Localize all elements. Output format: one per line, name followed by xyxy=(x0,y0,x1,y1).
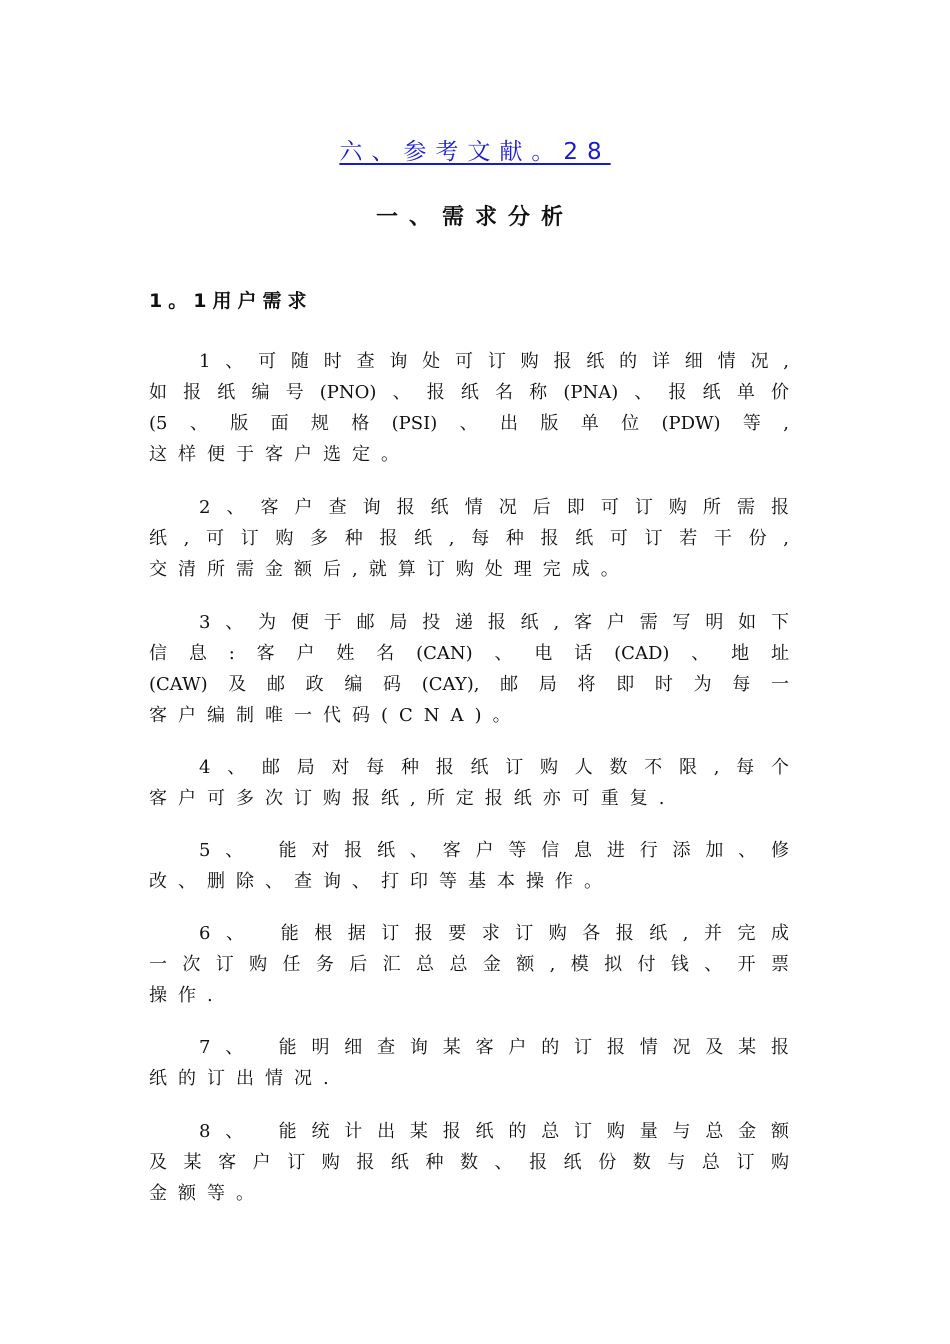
text-line: 纸,可订购多种报纸,每种报纸可订若干份, xyxy=(149,528,789,549)
text-line: 操作. xyxy=(149,985,224,1006)
text-line: 7、 能明细查询某客户的订报情况及某报 xyxy=(199,1037,789,1058)
text-line: 客户编制唯一代码(CNA)。 xyxy=(149,705,522,726)
requirement-paragraph xyxy=(149,752,789,814)
text-line: (CAW)及邮政编码(CAY),邮局将即时为每一 xyxy=(149,674,789,695)
requirement-paragraph xyxy=(149,346,789,470)
text-line: 一次订购任务后汇总总金额,模拟付钱、开票 xyxy=(149,954,789,975)
text-line: 1、可随时查询处可订购报纸的详细情况, xyxy=(199,351,789,372)
text-line: 6、 能根据订报要求订购各报纸,并完成 xyxy=(199,923,789,944)
text-line: 4、邮局对每种报纸订购人数不限,每个 xyxy=(199,757,789,778)
requirement-paragraph xyxy=(149,1116,789,1209)
requirement-paragraph xyxy=(149,492,789,585)
text-line: (5、版面规格(PSI)、出版单位(PDW)等, xyxy=(149,413,789,434)
text-line: 2、客户查询报纸情况后即可订购所需报 xyxy=(199,497,789,518)
text-line: 改、删除、查询、打印等基本操作。 xyxy=(149,871,613,892)
toc-link-references[interactable]: 六、参考文献。28 xyxy=(339,139,611,165)
requirement-paragraph xyxy=(149,918,789,1011)
section-title: 一、需求分析 xyxy=(375,205,574,230)
requirement-paragraph xyxy=(149,835,789,897)
text-line: 8、 能统计出某报纸的总订购量与总金额 xyxy=(199,1121,789,1142)
subsection-title: 1。1用户需求 xyxy=(149,290,313,312)
text-line: 及某客户订购报纸种数、报纸份数与总订购 xyxy=(149,1152,789,1173)
requirement-paragraph xyxy=(149,607,789,731)
text-line: 交清所需金额后,就算订购处理完成。 xyxy=(149,559,630,580)
text-line: 这样便于客户选定。 xyxy=(149,444,410,465)
text-line: 3、为便于邮局投递报纸,客户需写明如下 xyxy=(199,612,789,633)
text-line: 客户可多次订购报纸,所定报纸亦可重复. xyxy=(149,788,676,809)
text-line: 信息:客户姓名(CAN)、电话(CAD)、地址 xyxy=(149,643,789,664)
text-line: 如报纸编号(PNO)、报纸名称(PNA)、报纸单价 xyxy=(149,382,789,403)
text-line: 5、 能对报纸、客户等信息进行添加、修 xyxy=(199,840,789,861)
requirement-paragraph xyxy=(149,1032,789,1094)
text-line: 纸的订出情况. xyxy=(149,1068,340,1089)
text-line: 金额等。 xyxy=(149,1183,265,1204)
